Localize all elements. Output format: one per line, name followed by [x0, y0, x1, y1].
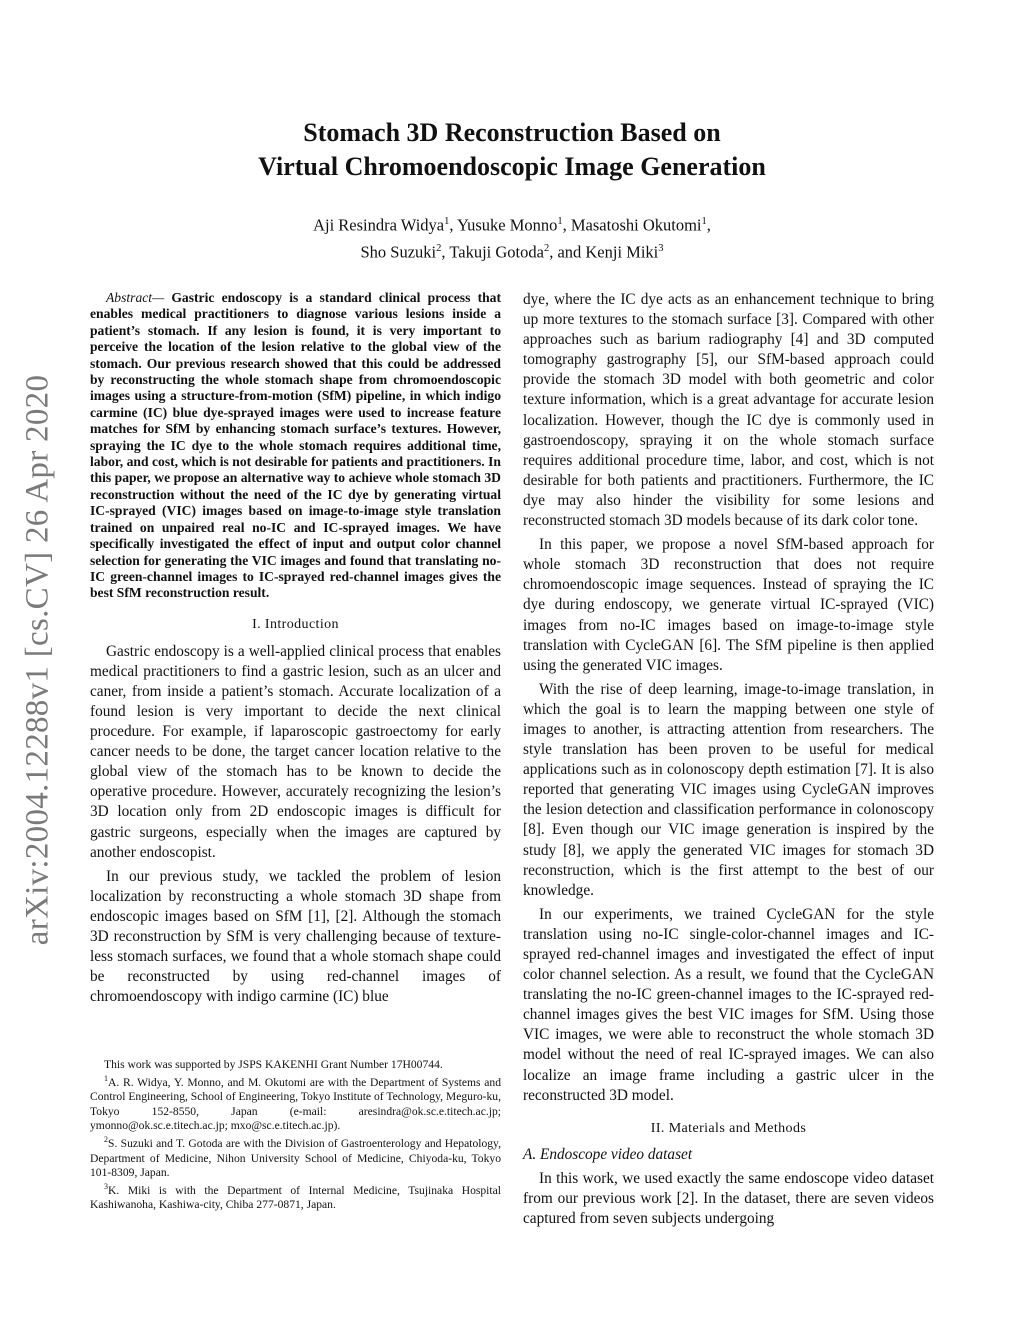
author-line-2: Sho Suzuki$^2$, Takuji Gotoda$^2$, and Kenji Miki$^3$ [360, 242, 664, 261]
affiliation-mark: 2 [436, 242, 442, 254]
footnote-mark: 2 [104, 1135, 108, 1145]
footnote-affiliation-3 [90, 1180, 501, 1212]
paragraph: dye, where the IC dye acts as an enhancement technique to bring up more textures to the stomach surface [3]. Compared with other approaches such as barium radiography [4] and 3D computed tomography gastrography [5], our SfM-based approach could provide the stomach 3D model with both geometric and color texture information, which is a great advantage for accurate lesion localization. However, though the IC dye is commonly used in gastroendoscopy, spraying it on the whole stomach surface requires additional procedure time, labor, and cost, which is not desirable for both patients and practitioners. Furthermore, the IC dye may also hinder the visibility for some lesions and reconstructed stomach 3D models because of its dark color tone. [523, 291, 934, 530]
author-name: Aji Resindra Widya [313, 215, 445, 235]
author-name: Sho Suzuki [360, 242, 437, 261]
footnote-mark: 1 [104, 1074, 108, 1084]
paragraph: In our previous study, we tackled the problem of lesion localization by reconstructing a whole stomach 3D shape from endoscopic images based on SfM [1], [2]. Although the stomach 3D reconstruction by SfM is very challenging because of texture-less stomach surfaces, we found that a whole stomach shape could be reconstructed by using red-channel images of chromoendoscopy with indigo carmine (IC) blue [90, 867, 501, 1006]
right-column [523, 290, 934, 1233]
footnote-affiliation-1 [90, 1072, 501, 1133]
author-list [112, 210, 912, 263]
author-name: Takuji Gotoda [449, 242, 544, 261]
left-column [90, 290, 501, 1011]
paper-title [112, 116, 912, 184]
affiliation-mark: 3 [658, 242, 664, 254]
paragraph: In our experiments, we trained CycleGAN for the style translation using no-IC single-color-channel images and IC-sprayed red-channel images and investigated the effect of input color channel selection. As a result, we found that the CycleGAN translating the no-IC green-channel images to the IC-sprayed red-channel images gives the best VIC images for SfM. Using those VIC images, we were able to reconstruct the whole stomach 3D model without the need of real IC-sprayed images. We can also localize an image frame including a gastric ulcer in the reconstructed 3D model. [523, 905, 934, 1104]
abstract-text: Gastric endoscopy is a standard clinical process that enables medical practitioners to diagnose various lesions inside a patient’s stomach. If any lesion is found, it is very important to perceive the location of the lesion relative to the global view of the stomach. Our previous research showed that this could be addressed by reconstructing the whole stomach shape from chromoendoscopic images using a structure-from-motion (SfM) pipeline, in which indigo carmine (IC) blue dye-sprayed images were used to increase feature matches for SfM by enhancing stomach surface’s textures. However, spraying the IC dye to the whole stomach requires additional time, labor, and cost, which is not desirable for patients and practitioners. In this paper, we propose an alternative way to achieve whole stomach 3D reconstruction without the need of the IC dye by generating virtual IC-sprayed (VIC) images based on image-to-image style translation trained on unpaired real no-IC and IC-sprayed images. We have specifically investigated the effect of input and output color channel selection for generating the VIC images and found that translating no-IC green-channel images to IC-sprayed red-channel images gives the best SfM reconstruction result. [90, 290, 501, 601]
affiliation-mark: 1 [444, 216, 450, 227]
section-heading-introduction: I. Introduction [252, 616, 339, 632]
paragraph: With the rise of deep learning, image-to-image translation, in which the goal is to learn the mapping between one style of images to another, is attracting attention from researchers. The style translation has been proven to be useful for medical applications such as in colonoscopy depth estimation [7]. It is also reported that generating VIC images using CycleGAN improves the lesion detection and classification performance in colonoscopy [8]. Even though our VIC image generation is inspired by the study [8], we apply the generated VIC images for stomach 3D reconstruction, which is the first attempt to the best of our knowledge. [523, 680, 934, 899]
affiliation-mark: 1 [701, 216, 707, 227]
affiliation-mark: 2 [543, 242, 550, 254]
title-line-2: Virtual Chromoendoscopic Image Generation [258, 152, 766, 181]
footnote-affiliation-2 [90, 1133, 501, 1180]
author-line-1: Aji Resindra Widya$^1$, Yusuke Monno$^1$, Masatoshi Okutomi$^1$, [313, 215, 711, 235]
affiliation-mark: 1 [557, 216, 563, 227]
author-name: Masatoshi Okutomi [570, 215, 702, 235]
footnote-funding: This work was supported by JSPS KAKENHI Grant Number 17H00744. [104, 1058, 443, 1071]
abstract-lead: Abstract— [106, 290, 165, 305]
paragraph: In this paper, we propose a novel SfM-based approach for whole stomach 3D reconstruction that does not require chromoendoscopic image sequences. Instead of spraying the IC dye during endoscopy, we generate virtual IC-sprayed (VIC) images from no-IC images based on image-to-image style translation with CycleGAN [6]. The SfM pipeline is then applied using the generated VIC images. [523, 536, 934, 674]
abstract [90, 290, 501, 602]
arxiv-identifier: arXiv:2004.12288v1 [cs.CV] 26 Apr 2020 [19, 374, 56, 946]
title-line-1: Stomach 3D Reconstruction Based on [303, 118, 721, 147]
footnote-text: K. Miki is with the Department of Internal Medicine, Tsujinaka Hospital Kashiwanoha, Kashiwa-city, Chiba 277-0871, Japan. [90, 1183, 501, 1212]
author-name: Yusuke Monno [457, 215, 558, 235]
subsection-heading: A. Endoscope video dataset [523, 1145, 693, 1163]
paragraph: In this work, we used exactly the same endoscope video dataset from our previous work [2]. In the dataset, there are seven videos captured from seven subjects undergoing [523, 1169, 934, 1227]
section-heading-methods: II. Materials and Methods [650, 1120, 807, 1136]
author-name: Kenji Miki [585, 242, 659, 261]
footnote-mark: 3 [104, 1182, 108, 1192]
footnote-text: S. Suzuki and T. Gotoda are with the Division of Gastroenterology and Hepatology, Department of Medicine, Nihon University School of Medicine, Chiyoda-ku, Tokyo 101-8309, Japan. [90, 1137, 501, 1179]
footnotes [90, 1058, 501, 1213]
footnote-text: A. R. Widya, Y. Monno, and M. Okutomi are with the Department of Systems and Control Engineering, School of Engineering, Tokyo Institute of Technology, Meguro-ku, Tokyo 152-8550, Japan (e-mail: aresindra@ok.sc.e.titech.ac.jp; ymonno@ok.sc.e.titech.ac.jp; mxo@sc.e.titech.ac.jp). [90, 1076, 501, 1133]
paragraph: Gastric endoscopy is a well-applied clinical process that enables medical practitioners to find a gastric lesion, such as an ulcer and caner, from inside a patient’s stomach. Accurate localization of a found lesion is very important to decide the next clinical procedure. For example, if laparoscopic gastroectomy for early cancer needs to be done, the target cancer location relative to the global view of the stomach has to be known to decide the operative procedure. However, accurately recognizing the lesion’s 3D location only from 2D endoscopic images is difficult for gastric surgeons, especially when the images are captured by another endoscopist. [90, 642, 501, 861]
